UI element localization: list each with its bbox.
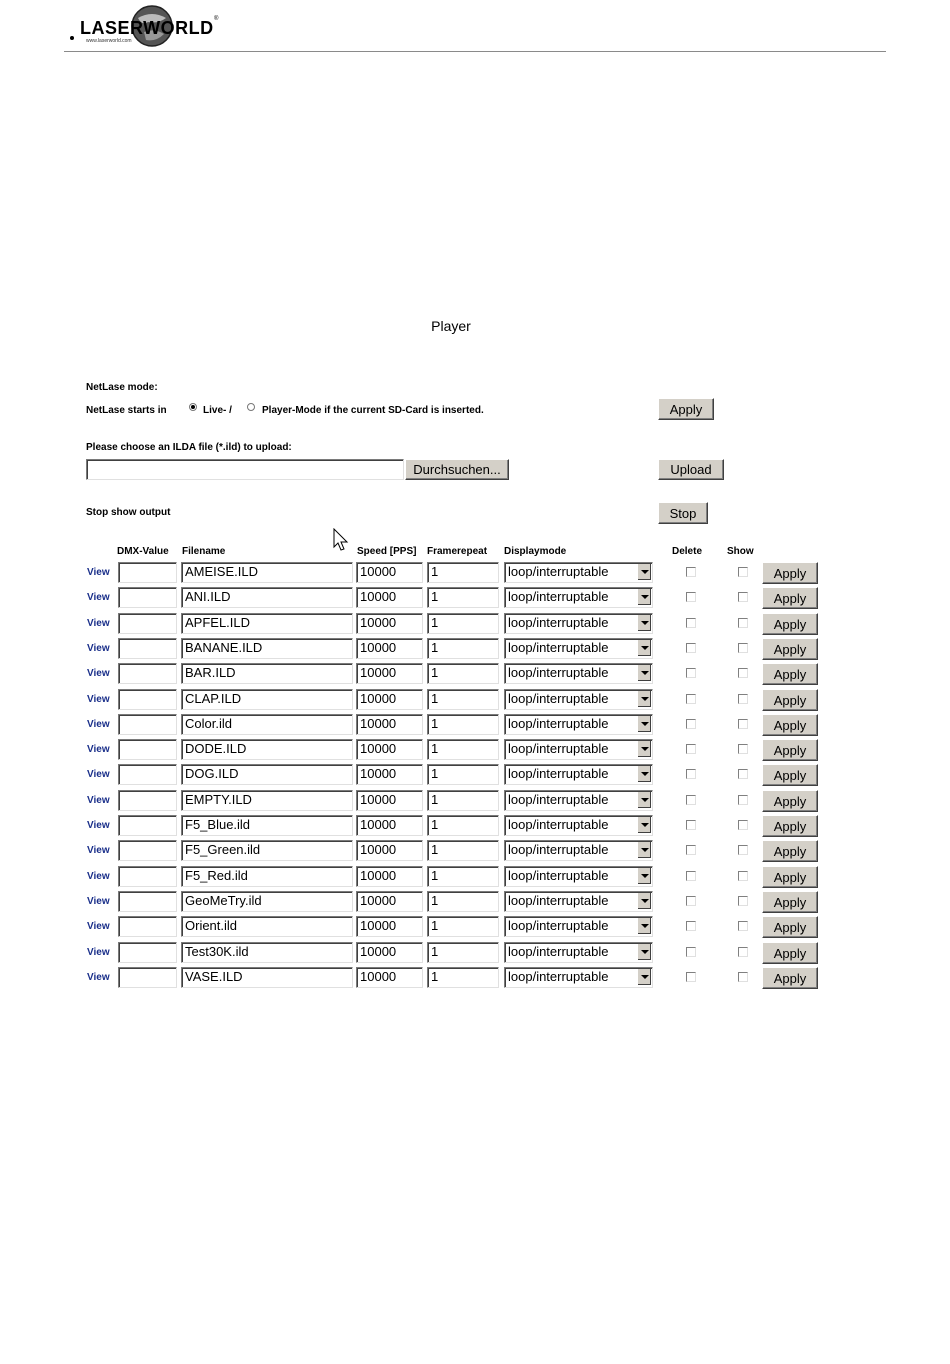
dmx-value-input[interactable] [118, 840, 177, 861]
displaymode-value: loop/interruptable [508, 589, 609, 604]
filename-input[interactable]: DODE.ILD [181, 739, 353, 760]
framerepeat-input[interactable]: 1 [427, 942, 499, 963]
framerepeat-input[interactable]: 1 [427, 689, 499, 710]
chevron-down-icon[interactable] [637, 564, 651, 580]
chevron-down-icon[interactable] [637, 665, 651, 681]
framerepeat-input[interactable]: 1 [427, 891, 499, 912]
upload-prompt: Please choose an ILDA file (*.ild) to upload: [86, 442, 292, 453]
chevron-down-icon[interactable] [637, 640, 651, 656]
upload-button[interactable]: Upload [658, 459, 724, 480]
displaymode-select[interactable] [504, 916, 653, 937]
displaymode-select[interactable] [504, 764, 653, 785]
dmx-value-input[interactable] [118, 739, 177, 760]
delete-checkbox[interactable] [686, 795, 696, 805]
delete-checkbox[interactable] [686, 668, 696, 678]
delete-checkbox[interactable] [686, 972, 696, 982]
displaymode-select[interactable] [504, 790, 653, 811]
displaymode-select[interactable] [504, 967, 653, 988]
dmx-value-input[interactable] [118, 815, 177, 836]
filename-input[interactable]: EMPTY.ILD [181, 790, 353, 811]
filename-input[interactable]: BAR.ILD [181, 663, 353, 684]
chevron-down-icon[interactable] [637, 918, 651, 934]
upload-file-input[interactable] [86, 459, 404, 480]
displaymode-value: loop/interruptable [508, 868, 609, 883]
header-displaymode: Displaymode [504, 546, 567, 557]
filename-input[interactable]: APFEL.ILD [181, 613, 353, 634]
displaymode-select[interactable] [504, 689, 653, 710]
displaymode-value: loop/interruptable [508, 766, 609, 781]
chevron-down-icon[interactable] [637, 868, 651, 884]
delete-checkbox[interactable] [686, 845, 696, 855]
view-link[interactable]: View [87, 744, 110, 755]
show-checkbox[interactable] [738, 795, 748, 805]
displaymode-value: loop/interruptable [508, 944, 609, 959]
show-checkbox[interactable] [738, 744, 748, 754]
delete-checkbox[interactable] [686, 567, 696, 577]
delete-checkbox[interactable] [686, 769, 696, 779]
show-checkbox[interactable] [738, 567, 748, 577]
filename-input[interactable]: DOG.ILD [181, 764, 353, 785]
dmx-value-input[interactable] [118, 562, 177, 583]
displaymode-value: loop/interruptable [508, 918, 609, 933]
framerepeat-input[interactable]: 1 [427, 967, 499, 988]
header-dmx-value: DMX-Value [117, 546, 169, 557]
speed-input[interactable]: 10000 [356, 942, 423, 963]
dmx-value-input[interactable] [118, 790, 177, 811]
delete-checkbox[interactable] [686, 871, 696, 881]
view-link[interactable]: View [87, 896, 110, 907]
row-apply-button[interactable]: Apply [762, 714, 818, 736]
speed-input[interactable]: 10000 [356, 891, 423, 912]
chevron-down-icon[interactable] [637, 842, 651, 858]
view-link[interactable]: View [87, 947, 110, 958]
filename-input[interactable]: Color.ild [181, 714, 353, 735]
filename-input[interactable]: F5_Red.ild [181, 866, 353, 887]
view-link[interactable]: View [87, 795, 110, 806]
view-link[interactable]: View [87, 668, 110, 679]
header-delete: Delete [672, 546, 703, 557]
displaymode-value: loop/interruptable [508, 893, 609, 908]
row-apply-button[interactable]: Apply [762, 891, 818, 913]
speed-input[interactable]: 10000 [356, 790, 423, 811]
row-apply-button[interactable]: Apply [762, 587, 818, 609]
netlase-starts-label: NetLase starts in [86, 405, 167, 416]
show-checkbox[interactable] [738, 845, 748, 855]
chevron-down-icon[interactable] [637, 741, 651, 757]
show-checkbox[interactable] [738, 592, 748, 602]
filename-input[interactable]: Test30K.ild [181, 942, 353, 963]
show-checkbox[interactable] [738, 871, 748, 881]
delete-checkbox[interactable] [686, 744, 696, 754]
framerepeat-input[interactable]: 1 [427, 916, 499, 937]
delete-checkbox[interactable] [686, 719, 696, 729]
displaymode-value: loop/interruptable [508, 691, 609, 706]
browse-button[interactable]: Durchsuchen... [405, 459, 509, 480]
framerepeat-input[interactable]: 1 [427, 815, 499, 836]
dmx-value-input[interactable] [118, 663, 177, 684]
displaymode-select[interactable] [504, 891, 653, 912]
displaymode-select[interactable] [504, 840, 653, 861]
chevron-down-icon[interactable] [637, 615, 651, 631]
displaymode-select[interactable] [504, 638, 653, 659]
view-link[interactable]: View [87, 643, 110, 654]
view-link[interactable]: View [87, 769, 110, 780]
filename-input[interactable]: BANANE.ILD [181, 638, 353, 659]
speed-input[interactable]: 10000 [356, 866, 423, 887]
header-divider [64, 51, 886, 52]
framerepeat-input[interactable]: 1 [427, 663, 499, 684]
displaymode-select[interactable] [504, 613, 653, 634]
displaymode-value: loop/interruptable [508, 969, 609, 984]
view-link[interactable]: View [87, 921, 110, 932]
chevron-down-icon[interactable] [637, 766, 651, 782]
chevron-down-icon[interactable] [637, 691, 651, 707]
framerepeat-input[interactable]: 1 [427, 866, 499, 887]
dmx-value-input[interactable] [118, 967, 177, 988]
delete-checkbox[interactable] [686, 694, 696, 704]
framerepeat-input[interactable]: 1 [427, 764, 499, 785]
show-checkbox[interactable] [738, 921, 748, 931]
speed-input[interactable]: 10000 [356, 967, 423, 988]
dmx-value-input[interactable] [118, 714, 177, 735]
speed-input[interactable]: 10000 [356, 840, 423, 861]
dmx-value-input[interactable] [118, 916, 177, 937]
framerepeat-input[interactable]: 1 [427, 613, 499, 634]
show-checkbox[interactable] [738, 719, 748, 729]
row-apply-button[interactable]: Apply [762, 840, 818, 862]
row-apply-button[interactable]: Apply [762, 689, 818, 711]
netlase-apply-button[interactable]: Apply [658, 398, 714, 420]
displaymode-value: loop/interruptable [508, 817, 609, 832]
netlase-mode-label: NetLase mode: [86, 382, 158, 393]
row-apply-button[interactable]: Apply [762, 764, 818, 786]
dmx-value-input[interactable] [118, 866, 177, 887]
filename-input[interactable]: GeoMeTry.ild [181, 891, 353, 912]
filename-input[interactable]: CLAP.ILD [181, 689, 353, 710]
dmx-value-input[interactable] [118, 613, 177, 634]
filename-input[interactable]: F5_Blue.ild [181, 815, 353, 836]
displaymode-value: loop/interruptable [508, 842, 609, 857]
displaymode-select[interactable] [504, 739, 653, 760]
dmx-value-input[interactable] [118, 638, 177, 659]
delete-checkbox[interactable] [686, 896, 696, 906]
displaymode-value: loop/interruptable [508, 716, 609, 731]
row-apply-button[interactable]: Apply [762, 739, 818, 761]
displaymode-value: loop/interruptable [508, 615, 609, 630]
speed-input[interactable]: 10000 [356, 916, 423, 937]
show-checkbox[interactable] [738, 947, 748, 957]
show-checkbox[interactable] [738, 972, 748, 982]
speed-input[interactable]: 10000 [356, 613, 423, 634]
show-checkbox[interactable] [738, 694, 748, 704]
row-apply-button[interactable]: Apply [762, 942, 818, 964]
view-link[interactable]: View [87, 871, 110, 882]
row-apply-button[interactable]: Apply [762, 866, 818, 888]
live-mode-radio[interactable] [189, 403, 197, 411]
framerepeat-input[interactable]: 1 [427, 739, 499, 760]
brand-name: LASERWORLD [80, 18, 214, 38]
filename-input[interactable]: Orient.ild [181, 916, 353, 937]
framerepeat-input[interactable]: 1 [427, 587, 499, 608]
row-apply-button[interactable]: Apply [762, 638, 818, 660]
chevron-down-icon[interactable] [637, 969, 651, 985]
show-checkbox[interactable] [738, 896, 748, 906]
live-mode-label: Live- / [203, 405, 232, 416]
view-link[interactable]: View [87, 592, 110, 603]
chevron-down-icon[interactable] [637, 944, 651, 960]
chevron-down-icon[interactable] [637, 817, 651, 833]
view-link[interactable]: View [87, 618, 110, 629]
registered-mark: ® [214, 16, 219, 22]
dmx-value-input[interactable] [118, 942, 177, 963]
delete-checkbox[interactable] [686, 643, 696, 653]
speed-input[interactable]: 10000 [356, 815, 423, 836]
speed-input[interactable]: 10000 [356, 638, 423, 659]
stop-output-label: Stop show output [86, 507, 171, 518]
dmx-value-input[interactable] [118, 764, 177, 785]
view-link[interactable]: View [87, 719, 110, 730]
header-framerepeat: Framerepeat [427, 546, 488, 557]
delete-checkbox[interactable] [686, 592, 696, 602]
filename-input[interactable]: AMEISE.ILD [181, 562, 353, 583]
displaymode-select[interactable] [504, 562, 653, 583]
displaymode-select[interactable] [504, 866, 653, 887]
framerepeat-input[interactable]: 1 [427, 840, 499, 861]
view-link[interactable]: View [87, 845, 110, 856]
chevron-down-icon[interactable] [637, 589, 651, 605]
chevron-down-icon[interactable] [637, 716, 651, 732]
row-apply-button[interactable]: Apply [762, 663, 818, 685]
speed-input[interactable]: 10000 [356, 714, 423, 735]
displaymode-select[interactable] [504, 942, 653, 963]
framerepeat-input[interactable]: 1 [427, 638, 499, 659]
displaymode-value: loop/interruptable [508, 741, 609, 756]
displaymode-select[interactable] [504, 663, 653, 684]
displaymode-value: loop/interruptable [508, 665, 609, 680]
row-apply-button[interactable]: Apply [762, 916, 818, 938]
player-mode-radio[interactable] [247, 403, 255, 411]
dmx-value-input[interactable] [118, 587, 177, 608]
show-checkbox[interactable] [738, 618, 748, 628]
delete-checkbox[interactable] [686, 820, 696, 830]
header-show: Show [727, 546, 754, 557]
speed-input[interactable]: 10000 [356, 562, 423, 583]
show-checkbox[interactable] [738, 643, 748, 653]
row-apply-button[interactable]: Apply [762, 790, 818, 812]
view-link[interactable]: View [87, 972, 110, 983]
delete-checkbox[interactable] [686, 618, 696, 628]
speed-input[interactable]: 10000 [356, 587, 423, 608]
speed-input[interactable]: 10000 [356, 689, 423, 710]
framerepeat-input[interactable]: 1 [427, 562, 499, 583]
view-link[interactable]: View [87, 694, 110, 705]
displaymode-select[interactable] [504, 815, 653, 836]
header-filename: Filename [182, 546, 226, 557]
filename-input[interactable]: F5_Green.ild [181, 840, 353, 861]
show-checkbox[interactable] [738, 820, 748, 830]
mouse-cursor-icon [333, 528, 349, 552]
stop-button[interactable]: Stop [658, 502, 708, 524]
show-checkbox[interactable] [738, 769, 748, 779]
speed-input[interactable]: 10000 [356, 764, 423, 785]
dmx-value-input[interactable] [118, 689, 177, 710]
row-apply-button[interactable]: Apply [762, 613, 818, 635]
page-title: Player [431, 318, 471, 334]
displaymode-value: loop/interruptable [508, 792, 609, 807]
framerepeat-input[interactable]: 1 [427, 714, 499, 735]
chevron-down-icon[interactable] [637, 893, 651, 909]
view-link[interactable]: View [87, 820, 110, 831]
laserworld-logo [68, 4, 228, 50]
displaymode-select[interactable] [504, 587, 653, 608]
delete-checkbox[interactable] [686, 921, 696, 931]
displaymode-value: loop/interruptable [508, 640, 609, 655]
header-speed: Speed [PPS] [357, 546, 417, 557]
dmx-value-input[interactable] [118, 891, 177, 912]
chevron-down-icon[interactable] [637, 792, 651, 808]
view-link[interactable]: View [87, 567, 110, 578]
displaymode-select[interactable] [504, 714, 653, 735]
speed-input[interactable]: 10000 [356, 663, 423, 684]
delete-checkbox[interactable] [686, 947, 696, 957]
displaymode-value: loop/interruptable [508, 564, 609, 579]
player-mode-label: Player-Mode if the current SD-Card is inserted. [262, 405, 484, 416]
speed-input[interactable]: 10000 [356, 739, 423, 760]
row-apply-button[interactable]: Apply [762, 562, 818, 584]
brand-url: www.laserworld.com [86, 38, 132, 44]
row-apply-button[interactable]: Apply [762, 967, 818, 989]
filename-input[interactable]: ANI.ILD [181, 587, 353, 608]
framerepeat-input[interactable]: 1 [427, 790, 499, 811]
show-checkbox[interactable] [738, 668, 748, 678]
filename-input[interactable]: VASE.ILD [181, 967, 353, 988]
row-apply-button[interactable]: Apply [762, 815, 818, 837]
